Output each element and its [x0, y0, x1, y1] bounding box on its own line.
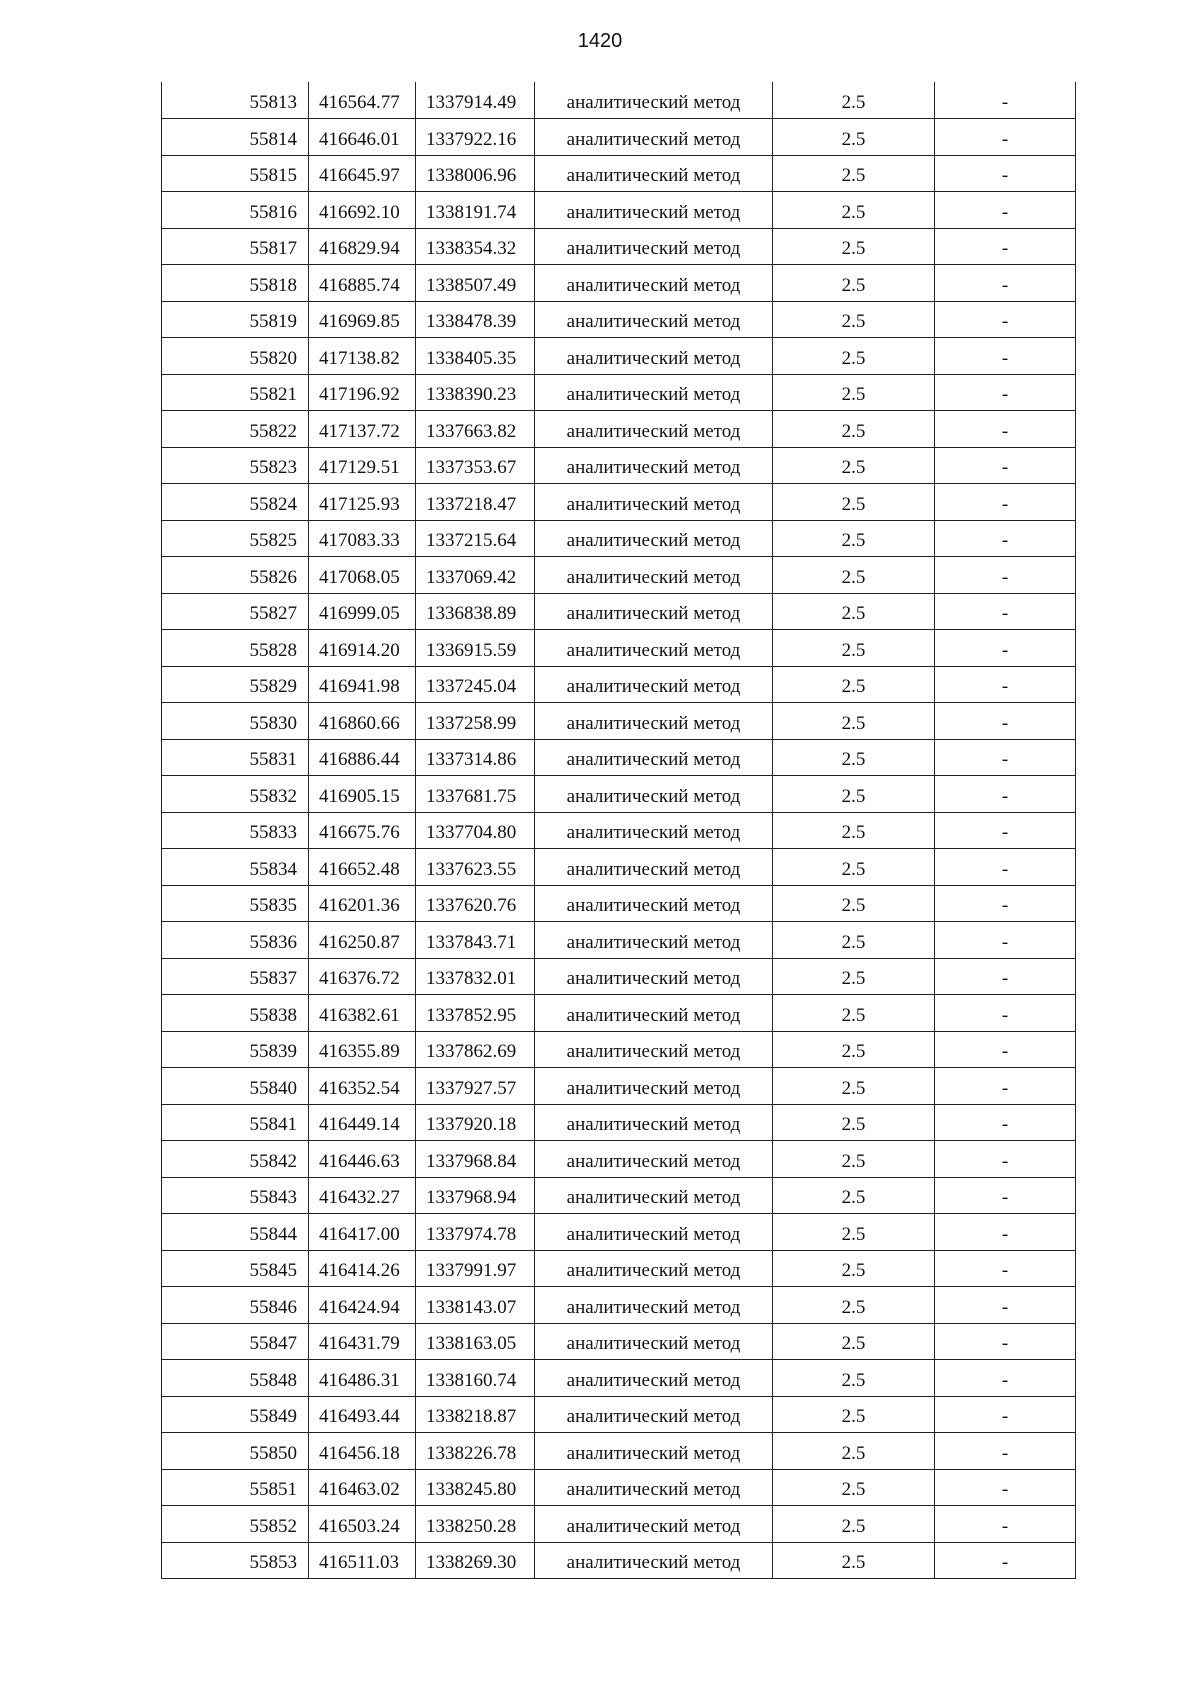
y-coordinate-cell: 1337314.86 — [416, 739, 535, 776]
table-row — [162, 995, 1076, 1032]
point-number-cell: 55850 — [162, 1433, 309, 1470]
method-cell: аналитический метод — [535, 703, 773, 740]
table-row — [162, 1214, 1076, 1251]
note-cell: - — [935, 228, 1076, 265]
x-coordinate-cell: 416432.27 — [309, 1177, 416, 1214]
note-cell: - — [935, 1250, 1076, 1287]
method-cell: аналитический метод — [535, 82, 773, 119]
x-coordinate-cell: 417129.51 — [309, 447, 416, 484]
note-cell: - — [935, 1104, 1076, 1141]
table-row — [162, 1396, 1076, 1433]
accuracy-cell: 2.5 — [773, 520, 935, 557]
note-cell: - — [935, 411, 1076, 448]
note-cell: - — [935, 447, 1076, 484]
method-cell: аналитический метод — [535, 1068, 773, 1105]
point-number-cell: 55831 — [162, 739, 309, 776]
table-row — [162, 1360, 1076, 1397]
point-number-cell: 55817 — [162, 228, 309, 265]
table-row — [162, 338, 1076, 375]
method-cell: аналитический метод — [535, 1360, 773, 1397]
accuracy-cell: 2.5 — [773, 82, 935, 119]
method-cell: аналитический метод — [535, 265, 773, 302]
method-cell: аналитический метод — [535, 374, 773, 411]
note-cell: - — [935, 155, 1076, 192]
note-cell: - — [935, 1542, 1076, 1579]
accuracy-cell: 2.5 — [773, 1177, 935, 1214]
note-cell: - — [935, 192, 1076, 229]
x-coordinate-cell: 417068.05 — [309, 557, 416, 594]
note-cell: - — [935, 374, 1076, 411]
y-coordinate-cell: 1337974.78 — [416, 1214, 535, 1251]
y-coordinate-cell: 1337991.97 — [416, 1250, 535, 1287]
point-number-cell: 55821 — [162, 374, 309, 411]
x-coordinate-cell: 416914.20 — [309, 630, 416, 667]
y-coordinate-cell: 1338390.23 — [416, 374, 535, 411]
method-cell: аналитический метод — [535, 155, 773, 192]
y-coordinate-cell: 1337914.49 — [416, 82, 535, 119]
point-number-cell: 55833 — [162, 812, 309, 849]
point-number-cell: 55826 — [162, 557, 309, 594]
point-number-cell: 55837 — [162, 958, 309, 995]
x-coordinate-cell: 416355.89 — [309, 1031, 416, 1068]
table-row — [162, 922, 1076, 959]
method-cell: аналитический метод — [535, 958, 773, 995]
method-cell: аналитический метод — [535, 447, 773, 484]
note-cell: - — [935, 1068, 1076, 1105]
x-coordinate-cell: 417138.82 — [309, 338, 416, 375]
method-cell: аналитический метод — [535, 666, 773, 703]
method-cell: аналитический метод — [535, 1250, 773, 1287]
accuracy-cell: 2.5 — [773, 958, 935, 995]
table-row — [162, 1433, 1076, 1470]
accuracy-cell: 2.5 — [773, 1433, 935, 1470]
x-coordinate-cell: 416652.48 — [309, 849, 416, 886]
point-number-cell: 55839 — [162, 1031, 309, 1068]
method-cell: аналитический метод — [535, 776, 773, 813]
accuracy-cell: 2.5 — [773, 374, 935, 411]
method-cell: аналитический метод — [535, 1542, 773, 1579]
table-row — [162, 593, 1076, 630]
point-number-cell: 55825 — [162, 520, 309, 557]
y-coordinate-cell: 1336915.59 — [416, 630, 535, 667]
accuracy-cell: 2.5 — [773, 338, 935, 375]
note-cell: - — [935, 812, 1076, 849]
table-row — [162, 411, 1076, 448]
coordinates-table-body — [162, 82, 1076, 1579]
accuracy-cell: 2.5 — [773, 1141, 935, 1178]
method-cell: аналитический метод — [535, 739, 773, 776]
table-row — [162, 1287, 1076, 1324]
table-row — [162, 630, 1076, 667]
note-cell: - — [935, 739, 1076, 776]
x-coordinate-cell: 416493.44 — [309, 1396, 416, 1433]
y-coordinate-cell: 1338354.32 — [416, 228, 535, 265]
x-coordinate-cell: 417137.72 — [309, 411, 416, 448]
table-row — [162, 776, 1076, 813]
point-number-cell: 55823 — [162, 447, 309, 484]
point-number-cell: 55829 — [162, 666, 309, 703]
table-row — [162, 1469, 1076, 1506]
x-coordinate-cell: 416941.98 — [309, 666, 416, 703]
point-number-cell: 55828 — [162, 630, 309, 667]
note-cell: - — [935, 958, 1076, 995]
note-cell: - — [935, 593, 1076, 630]
accuracy-cell: 2.5 — [773, 1287, 935, 1324]
accuracy-cell: 2.5 — [773, 739, 935, 776]
x-coordinate-cell: 416456.18 — [309, 1433, 416, 1470]
accuracy-cell: 2.5 — [773, 301, 935, 338]
x-coordinate-cell: 416860.66 — [309, 703, 416, 740]
method-cell: аналитический метод — [535, 557, 773, 594]
x-coordinate-cell: 416431.79 — [309, 1323, 416, 1360]
note-cell: - — [935, 82, 1076, 119]
point-number-cell: 55816 — [162, 192, 309, 229]
point-number-cell: 55849 — [162, 1396, 309, 1433]
method-cell: аналитический метод — [535, 1506, 773, 1543]
table-row — [162, 301, 1076, 338]
x-coordinate-cell: 416414.26 — [309, 1250, 416, 1287]
table-row — [162, 1068, 1076, 1105]
note-cell: - — [935, 630, 1076, 667]
x-coordinate-cell: 417125.93 — [309, 484, 416, 521]
table-row — [162, 228, 1076, 265]
y-coordinate-cell: 1338405.35 — [416, 338, 535, 375]
table-row — [162, 1250, 1076, 1287]
y-coordinate-cell: 1337681.75 — [416, 776, 535, 813]
note-cell: - — [935, 1433, 1076, 1470]
y-coordinate-cell: 1337968.94 — [416, 1177, 535, 1214]
note-cell: - — [935, 119, 1076, 156]
point-number-cell: 55844 — [162, 1214, 309, 1251]
y-coordinate-cell: 1338143.07 — [416, 1287, 535, 1324]
method-cell: аналитический метод — [535, 520, 773, 557]
y-coordinate-cell: 1338163.05 — [416, 1323, 535, 1360]
x-coordinate-cell: 416829.94 — [309, 228, 416, 265]
accuracy-cell: 2.5 — [773, 155, 935, 192]
note-cell: - — [935, 1506, 1076, 1543]
accuracy-cell: 2.5 — [773, 849, 935, 886]
x-coordinate-cell: 416463.02 — [309, 1469, 416, 1506]
method-cell: аналитический метод — [535, 812, 773, 849]
note-cell: - — [935, 995, 1076, 1032]
table-row — [162, 1177, 1076, 1214]
y-coordinate-cell: 1338269.30 — [416, 1542, 535, 1579]
y-coordinate-cell: 1337218.47 — [416, 484, 535, 521]
note-cell: - — [935, 1323, 1076, 1360]
table-row — [162, 666, 1076, 703]
note-cell: - — [935, 1396, 1076, 1433]
x-coordinate-cell: 416511.03 — [309, 1542, 416, 1579]
point-number-cell: 55819 — [162, 301, 309, 338]
table-row — [162, 1542, 1076, 1579]
point-number-cell: 55851 — [162, 1469, 309, 1506]
table-row — [162, 484, 1076, 521]
table-row — [162, 265, 1076, 302]
point-number-cell: 55830 — [162, 703, 309, 740]
point-number-cell: 55841 — [162, 1104, 309, 1141]
method-cell: аналитический метод — [535, 630, 773, 667]
point-number-cell: 55846 — [162, 1287, 309, 1324]
y-coordinate-cell: 1338507.49 — [416, 265, 535, 302]
y-coordinate-cell: 1337069.42 — [416, 557, 535, 594]
accuracy-cell: 2.5 — [773, 1396, 935, 1433]
x-coordinate-cell: 416645.97 — [309, 155, 416, 192]
x-coordinate-cell: 416886.44 — [309, 739, 416, 776]
point-number-cell: 55845 — [162, 1250, 309, 1287]
method-cell: аналитический метод — [535, 849, 773, 886]
accuracy-cell: 2.5 — [773, 995, 935, 1032]
note-cell: - — [935, 922, 1076, 959]
point-number-cell: 55838 — [162, 995, 309, 1032]
y-coordinate-cell: 1337862.69 — [416, 1031, 535, 1068]
table-row — [162, 1506, 1076, 1543]
point-number-cell: 55818 — [162, 265, 309, 302]
point-number-cell: 55852 — [162, 1506, 309, 1543]
table-row — [162, 1104, 1076, 1141]
note-cell: - — [935, 338, 1076, 375]
method-cell: аналитический метод — [535, 119, 773, 156]
table-row — [162, 849, 1076, 886]
table-row — [162, 1141, 1076, 1178]
coordinates-table — [161, 82, 1076, 1579]
point-number-cell: 55842 — [162, 1141, 309, 1178]
note-cell: - — [935, 484, 1076, 521]
accuracy-cell: 2.5 — [773, 1104, 935, 1141]
x-coordinate-cell: 416999.05 — [309, 593, 416, 630]
method-cell: аналитический метод — [535, 593, 773, 630]
method-cell: аналитический метод — [535, 1177, 773, 1214]
note-cell: - — [935, 301, 1076, 338]
x-coordinate-cell: 416646.01 — [309, 119, 416, 156]
table-row — [162, 447, 1076, 484]
method-cell: аналитический метод — [535, 1396, 773, 1433]
method-cell: аналитический метод — [535, 1104, 773, 1141]
method-cell: аналитический метод — [535, 301, 773, 338]
y-coordinate-cell: 1337927.57 — [416, 1068, 535, 1105]
method-cell: аналитический метод — [535, 411, 773, 448]
y-coordinate-cell: 1337663.82 — [416, 411, 535, 448]
x-coordinate-cell: 416250.87 — [309, 922, 416, 959]
point-number-cell: 55822 — [162, 411, 309, 448]
y-coordinate-cell: 1336838.89 — [416, 593, 535, 630]
note-cell: - — [935, 885, 1076, 922]
point-number-cell: 55847 — [162, 1323, 309, 1360]
accuracy-cell: 2.5 — [773, 630, 935, 667]
x-coordinate-cell: 417083.33 — [309, 520, 416, 557]
table-row — [162, 82, 1076, 119]
method-cell: аналитический метод — [535, 885, 773, 922]
y-coordinate-cell: 1337852.95 — [416, 995, 535, 1032]
x-coordinate-cell: 416503.24 — [309, 1506, 416, 1543]
note-cell: - — [935, 1287, 1076, 1324]
point-number-cell: 55840 — [162, 1068, 309, 1105]
point-number-cell: 55835 — [162, 885, 309, 922]
accuracy-cell: 2.5 — [773, 1469, 935, 1506]
table-row — [162, 1031, 1076, 1068]
x-coordinate-cell: 416564.77 — [309, 82, 416, 119]
note-cell: - — [935, 1360, 1076, 1397]
method-cell: аналитический метод — [535, 995, 773, 1032]
table-row — [162, 739, 1076, 776]
method-cell: аналитический метод — [535, 1141, 773, 1178]
method-cell: аналитический метод — [535, 1323, 773, 1360]
method-cell: аналитический метод — [535, 228, 773, 265]
point-number-cell: 55836 — [162, 922, 309, 959]
x-coordinate-cell: 416201.36 — [309, 885, 416, 922]
x-coordinate-cell: 416449.14 — [309, 1104, 416, 1141]
table-row — [162, 192, 1076, 229]
y-coordinate-cell: 1337353.67 — [416, 447, 535, 484]
table-row — [162, 812, 1076, 849]
accuracy-cell: 2.5 — [773, 119, 935, 156]
y-coordinate-cell: 1337968.84 — [416, 1141, 535, 1178]
x-coordinate-cell: 416382.61 — [309, 995, 416, 1032]
point-number-cell: 55832 — [162, 776, 309, 813]
note-cell: - — [935, 703, 1076, 740]
note-cell: - — [935, 1469, 1076, 1506]
note-cell: - — [935, 666, 1076, 703]
accuracy-cell: 2.5 — [773, 703, 935, 740]
point-number-cell: 55824 — [162, 484, 309, 521]
y-coordinate-cell: 1337258.99 — [416, 703, 535, 740]
y-coordinate-cell: 1337843.71 — [416, 922, 535, 959]
method-cell: аналитический метод — [535, 192, 773, 229]
x-coordinate-cell: 416352.54 — [309, 1068, 416, 1105]
y-coordinate-cell: 1337245.04 — [416, 666, 535, 703]
y-coordinate-cell: 1337832.01 — [416, 958, 535, 995]
accuracy-cell: 2.5 — [773, 447, 935, 484]
table-row — [162, 119, 1076, 156]
table-row — [162, 557, 1076, 594]
y-coordinate-cell: 1338218.87 — [416, 1396, 535, 1433]
page-number: 1420 — [577, 30, 623, 52]
accuracy-cell: 2.5 — [773, 593, 935, 630]
x-coordinate-cell: 416446.63 — [309, 1141, 416, 1178]
y-coordinate-cell: 1337620.76 — [416, 885, 535, 922]
accuracy-cell: 2.5 — [773, 1214, 935, 1251]
x-coordinate-cell: 416376.72 — [309, 958, 416, 995]
method-cell: аналитический метод — [535, 1214, 773, 1251]
table-row — [162, 885, 1076, 922]
x-coordinate-cell: 416486.31 — [309, 1360, 416, 1397]
y-coordinate-cell: 1337215.64 — [416, 520, 535, 557]
accuracy-cell: 2.5 — [773, 885, 935, 922]
method-cell: аналитический метод — [535, 338, 773, 375]
table-row — [162, 1323, 1076, 1360]
y-coordinate-cell: 1338245.80 — [416, 1469, 535, 1506]
accuracy-cell: 2.5 — [773, 776, 935, 813]
point-number-cell: 55853 — [162, 1542, 309, 1579]
method-cell: аналитический метод — [535, 1287, 773, 1324]
table-row — [162, 374, 1076, 411]
accuracy-cell: 2.5 — [773, 812, 935, 849]
x-coordinate-cell: 416885.74 — [309, 265, 416, 302]
x-coordinate-cell: 416424.94 — [309, 1287, 416, 1324]
accuracy-cell: 2.5 — [773, 484, 935, 521]
accuracy-cell: 2.5 — [773, 1506, 935, 1543]
accuracy-cell: 2.5 — [773, 557, 935, 594]
y-coordinate-cell: 1338250.28 — [416, 1506, 535, 1543]
x-coordinate-cell: 416675.76 — [309, 812, 416, 849]
y-coordinate-cell: 1338191.74 — [416, 192, 535, 229]
note-cell: - — [935, 557, 1076, 594]
accuracy-cell: 2.5 — [773, 1542, 935, 1579]
accuracy-cell: 2.5 — [773, 228, 935, 265]
note-cell: - — [935, 520, 1076, 557]
note-cell: - — [935, 1214, 1076, 1251]
accuracy-cell: 2.5 — [773, 192, 935, 229]
accuracy-cell: 2.5 — [773, 1360, 935, 1397]
note-cell: - — [935, 1177, 1076, 1214]
x-coordinate-cell: 416692.10 — [309, 192, 416, 229]
method-cell: аналитический метод — [535, 1469, 773, 1506]
point-number-cell: 55815 — [162, 155, 309, 192]
accuracy-cell: 2.5 — [773, 1068, 935, 1105]
y-coordinate-cell: 1338478.39 — [416, 301, 535, 338]
x-coordinate-cell: 417196.92 — [309, 374, 416, 411]
y-coordinate-cell: 1338006.96 — [416, 155, 535, 192]
note-cell: - — [935, 1141, 1076, 1178]
y-coordinate-cell: 1337704.80 — [416, 812, 535, 849]
x-coordinate-cell: 416969.85 — [309, 301, 416, 338]
note-cell: - — [935, 265, 1076, 302]
note-cell: - — [935, 1031, 1076, 1068]
point-number-cell: 55827 — [162, 593, 309, 630]
x-coordinate-cell: 416905.15 — [309, 776, 416, 813]
method-cell: аналитический метод — [535, 922, 773, 959]
accuracy-cell: 2.5 — [773, 1323, 935, 1360]
x-coordinate-cell: 416417.00 — [309, 1214, 416, 1251]
method-cell: аналитический метод — [535, 484, 773, 521]
method-cell: аналитический метод — [535, 1433, 773, 1470]
point-number-cell: 55820 — [162, 338, 309, 375]
table-row — [162, 520, 1076, 557]
point-number-cell: 55814 — [162, 119, 309, 156]
accuracy-cell: 2.5 — [773, 666, 935, 703]
point-number-cell: 55848 — [162, 1360, 309, 1397]
table-row — [162, 703, 1076, 740]
y-coordinate-cell: 1337623.55 — [416, 849, 535, 886]
method-cell: аналитический метод — [535, 1031, 773, 1068]
accuracy-cell: 2.5 — [773, 1031, 935, 1068]
accuracy-cell: 2.5 — [773, 922, 935, 959]
accuracy-cell: 2.5 — [773, 411, 935, 448]
accuracy-cell: 2.5 — [773, 265, 935, 302]
y-coordinate-cell: 1337922.16 — [416, 119, 535, 156]
accuracy-cell: 2.5 — [773, 1250, 935, 1287]
y-coordinate-cell: 1338226.78 — [416, 1433, 535, 1470]
point-number-cell: 55843 — [162, 1177, 309, 1214]
y-coordinate-cell: 1338160.74 — [416, 1360, 535, 1397]
note-cell: - — [935, 849, 1076, 886]
note-cell: - — [935, 776, 1076, 813]
y-coordinate-cell: 1337920.18 — [416, 1104, 535, 1141]
table-row — [162, 958, 1076, 995]
point-number-cell: 55834 — [162, 849, 309, 886]
table-row — [162, 155, 1076, 192]
point-number-cell: 55813 — [162, 82, 309, 119]
